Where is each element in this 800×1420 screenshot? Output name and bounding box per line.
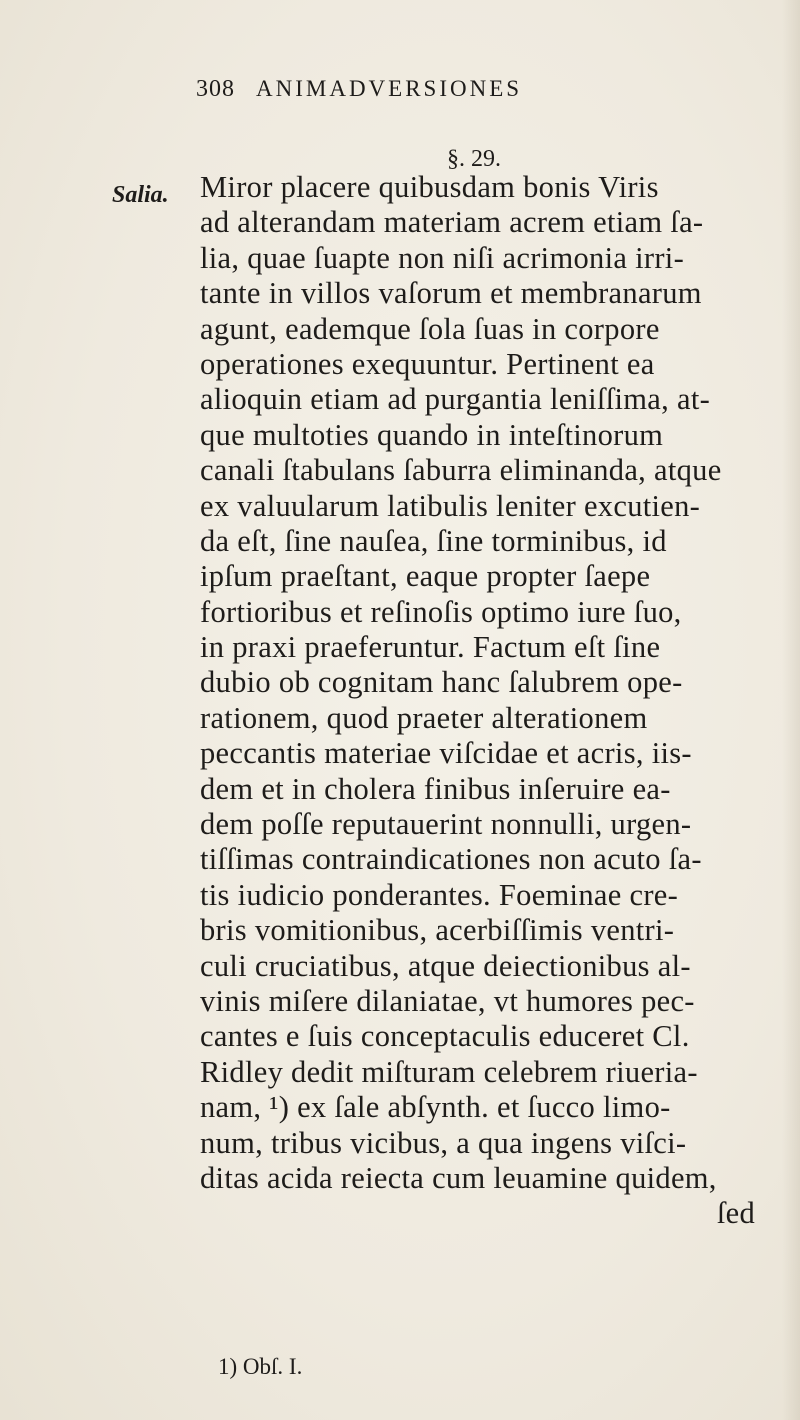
text-line: Ridley dedit miſturam celebrem riueria-	[200, 1054, 698, 1089]
text-line: dubio ob cognitam hanc ſalubrem ope-	[200, 665, 683, 700]
text-line: operationes exequuntur. Pertinent ea	[200, 346, 655, 381]
text-line: lia, quae ſuapte non niſi acrimonia irri-	[200, 240, 685, 275]
text-line: ex valuularum latibulis leniter excutien-	[200, 488, 701, 523]
text-line: ad alterandam materiam acrem etiam ſa-	[200, 205, 704, 240]
text-line: dem et in cholera finibus inſeruire ea-	[200, 771, 671, 806]
page-edge-shadow	[782, 0, 800, 1420]
text-line: nam, ¹) ex ſale abſynth. et ſucco limo-	[200, 1090, 671, 1125]
text-line: vinis miſere dilaniatae, vt humores pec-	[200, 983, 695, 1018]
text-line: da eſt, ſine nauſea, ſine torminibus, id	[200, 523, 667, 558]
text-line: fortioribus et reſinoſis optimo iure ſuo,	[200, 594, 682, 629]
text-line: num, tribus vicibus, a qua ingens viſci-	[200, 1125, 687, 1160]
text-line: que multoties quando in inteſtinorum	[200, 417, 664, 452]
text-line: Miror placere quibusdam bonis Viris	[200, 170, 659, 204]
text-line: tante in villos vaſorum et membranarum	[200, 276, 702, 311]
text-line: dem poſſe reputauerint nonnulli, urgen-	[200, 807, 692, 842]
text-line: tiſſimas contraindicationes non acuto ſa-	[200, 842, 702, 877]
footnote: 1) Obſ. I.	[218, 1354, 303, 1379]
text-line: agunt, eademque ſola ſuas in corpore	[200, 311, 660, 346]
text-line: ipſum praeſtant, eaque propter ſaepe	[200, 559, 651, 594]
text-line: in praxi praeferuntur. Factum eſt ſine	[200, 630, 661, 665]
running-title: ANIMADVERSIONES	[256, 76, 523, 101]
text-line: alioquin etiam ad purgantia leniſſima, at-	[200, 382, 711, 417]
text-line: canali ſtabulans ſaburra eliminanda, atque	[200, 453, 722, 488]
text-line: peccantis materiae viſcidae et acris, iis-	[200, 736, 692, 771]
text-line: tis iudicio ponderantes. Foeminae cre-	[200, 877, 679, 912]
running-head	[196, 76, 676, 110]
text-line: cantes e ſuis conceptaculis educeret Cl.	[200, 1019, 690, 1054]
text-line: rationem, quod praeter alterationem	[200, 700, 648, 735]
text-line: bris vomitionibus, acerbiſſimis ventri-	[200, 913, 675, 948]
body-text	[200, 170, 780, 1232]
text-line: ditas acida reiecta cum leuamine quidem,	[200, 1160, 717, 1195]
page-number: 308	[196, 76, 235, 102]
section-number: §. 29.	[447, 146, 501, 172]
catchword: ſed	[716, 1196, 755, 1231]
margin-note: Salia.	[112, 182, 169, 208]
text-line: culi cruciatibus, atque deiectionibus al-	[200, 948, 691, 983]
